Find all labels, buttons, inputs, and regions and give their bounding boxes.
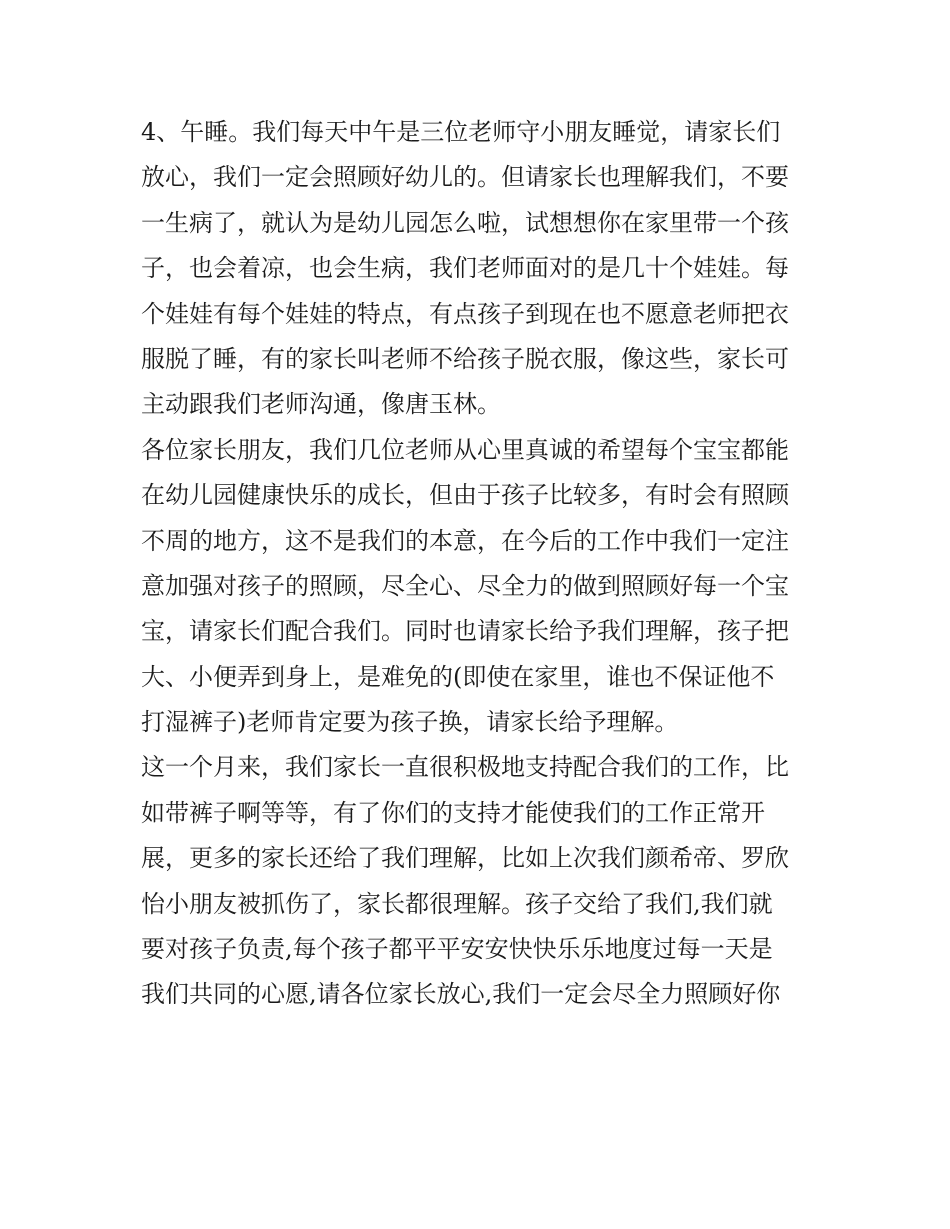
text-line: 宝，请家长们配合我们。同时也请家长给予我们理解，孩子把 — [141, 617, 789, 646]
text-line: 展，更多的家长还给了我们理解，比如上次我们颜希帝、罗欣 — [141, 844, 789, 873]
text-line: 我们共同的心愿,请各位家长放心,我们一定会尽全力照顾好你 — [141, 980, 781, 1009]
text-line: 个娃娃有每个娃娃的特点，有点孩子到现在也不愿意老师把衣 — [141, 299, 789, 328]
text-line: 服脱了睡，有的家长叫老师不给孩子脱衣服，像这些，家长可 — [141, 344, 789, 373]
text-line: 要对孩子负责,每个孩子都平平安安快快乐乐地度过每一天是 — [141, 935, 773, 964]
text-line: 主动跟我们老师沟通，像唐玉林。 — [141, 390, 501, 419]
text-line: 打湿裤子)老师肯定要为孩子换，请家长给予理解。 — [141, 708, 679, 737]
text-line: 子，也会着凉，也会生病，我们老师面对的是几十个娃娃。每 — [141, 254, 789, 283]
text-line: 意加强对孩子的照顾，尽全心、尽全力的做到照顾好每一个宝 — [141, 571, 789, 600]
text-line: 在幼儿园健康快乐的成长，但由于孩子比较多，有时会有照顾 — [141, 481, 789, 510]
body-text — [141, 110, 821, 1018]
text-line: 各位家长朋友，我们几位老师从心里真诚的希望每个宝宝都能 — [141, 435, 789, 464]
text-line: 这一个月来，我们家长一直很积极地支持配合我们的工作，比 — [141, 753, 789, 782]
text-line: 一生病了，就认为是幼儿园怎么啦，试想想你在家里带一个孩 — [141, 208, 789, 237]
text-line: 4、午睡。我们每天中午是三位老师守小朋友睡觉，请家长们 — [141, 118, 781, 146]
text-line: 不周的地方，这不是我们的本意，在今后的工作中我们一定注 — [141, 526, 789, 555]
text-line: 放心，我们一定会照顾好幼儿的。但请家长也理解我们，不要 — [141, 163, 789, 192]
text-line: 如带裤子啊等等，有了你们的支持才能使我们的工作正常开 — [141, 798, 765, 827]
text-line: 怡小朋友被抓伤了，家长都很理解。孩子交给了我们,我们就 — [141, 889, 773, 918]
text-line: 大、小便弄到身上，是难免的(即使在家里，谁也不保证他不 — [141, 662, 775, 691]
